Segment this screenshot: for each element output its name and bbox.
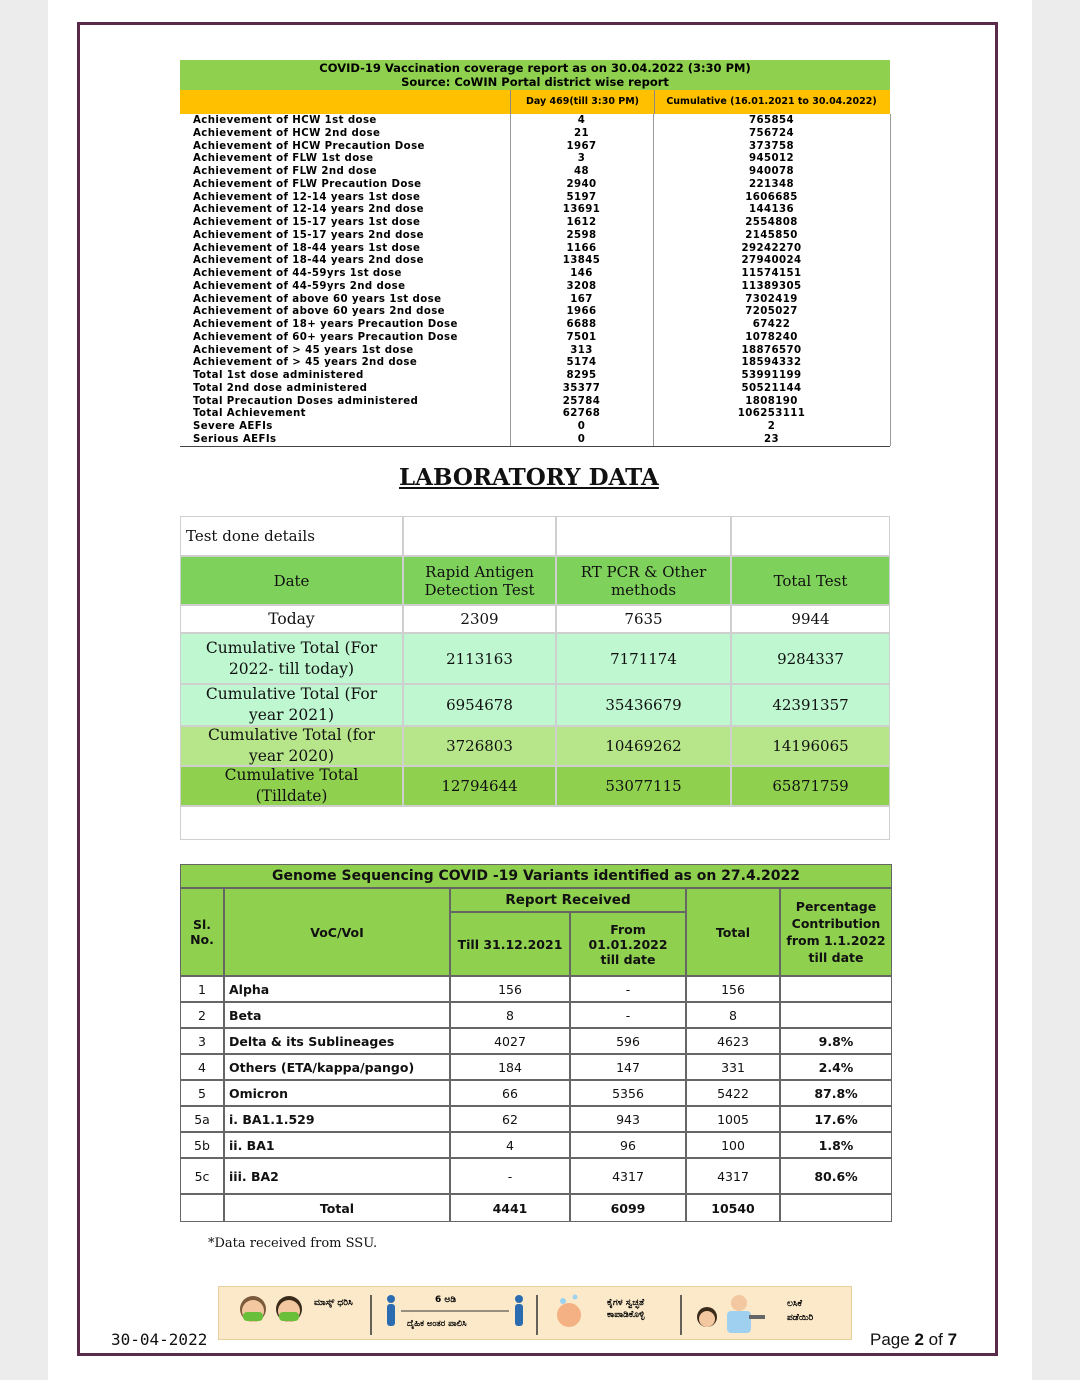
row-day-value: 48 <box>574 166 589 177</box>
row-label: Achievement of FLW 1st dose <box>193 153 374 165</box>
header-report-received: Report Received <box>450 888 686 912</box>
row-label: Total Achievement <box>193 408 306 420</box>
row-pct: 9.8% <box>780 1028 892 1054</box>
row-sl-no: 1 <box>180 976 224 1002</box>
vaccination-row <box>180 396 890 409</box>
lab-row-rtpcr: 7635 <box>556 605 731 633</box>
vaccination-row <box>180 243 890 256</box>
row-label: Total Precaution Doses administered <box>193 395 419 407</box>
row-variant: Others (ETA/kappa/pango) <box>224 1054 450 1080</box>
footnote: *Data received from SSU. <box>208 1236 378 1251</box>
row-day-value: 6688 <box>566 319 597 330</box>
row-label: Achievement of HCW 1st dose <box>193 115 377 126</box>
header-percentage: Percentage Contribution from 1.1.2022 till date <box>780 888 892 976</box>
row-day-value: 21 <box>574 127 589 139</box>
total-till: 4441 <box>450 1194 570 1222</box>
row-from: 4317 <box>570 1158 686 1194</box>
row-total: 156 <box>686 976 780 1002</box>
row-cumulative-value: 2 <box>767 421 776 432</box>
vaccination-row <box>180 383 890 396</box>
row-from: - <box>570 976 686 1002</box>
col-divider <box>653 114 654 446</box>
vaccination-row <box>180 141 890 154</box>
row-sl-no: 5b <box>180 1132 224 1158</box>
vaccination-row <box>180 217 890 230</box>
lab-row-label: Cumulative Total (For 2022- till today) <box>180 633 403 684</box>
row-label: Achievement of 18-44 years 1st dose <box>193 242 421 254</box>
row-day-value: 167 <box>570 293 593 305</box>
lab-table <box>180 516 890 840</box>
row-variant: Alpha <box>224 976 450 1002</box>
footer-date: 30-04-2022 <box>111 1330 208 1349</box>
vaccination-row <box>180 255 890 268</box>
row-till: 4027 <box>450 1028 570 1054</box>
row-cumulative-value: 18876570 <box>741 344 802 356</box>
vaccination-row <box>180 294 890 307</box>
banner-distance-value: 6 ಅಡಿ <box>435 1295 456 1305</box>
vaccination-row <box>180 370 890 383</box>
banner-distance-text: ದೈಹಿಕ ಅಂತರ ಪಾಲಿಸಿ <box>407 1319 467 1329</box>
mask-people-icon <box>240 1296 302 1322</box>
lab-header-total: Total Test <box>731 556 890 605</box>
vaccination-row <box>180 192 890 205</box>
row-cumulative-value: 765854 <box>749 115 794 126</box>
lab-row-rat: 2309 <box>403 605 556 633</box>
row-day-value: 7501 <box>566 331 597 343</box>
lab-caption: Test done details <box>180 516 403 556</box>
row-sl-no: 5 <box>180 1080 224 1106</box>
header-sl-no: Sl. No. <box>180 888 224 976</box>
lab-row-rat: 2113163 <box>403 633 556 684</box>
row-label: Achievement of > 45 years 1st dose <box>193 344 414 356</box>
row-from: 596 <box>570 1028 686 1054</box>
total-from: 6099 <box>570 1194 686 1222</box>
header-till: Till 31.12.2021 <box>450 912 570 976</box>
vaccination-row <box>180 281 890 294</box>
row-cumulative-value: 1078240 <box>745 331 798 343</box>
page-number <box>870 1330 957 1350</box>
row-cumulative-value: 2145850 <box>745 229 798 241</box>
lab-row-rat: 3726803 <box>403 726 556 766</box>
lab-row-total: 9284337 <box>731 633 890 684</box>
total-label: Total <box>224 1194 450 1222</box>
col-divider <box>510 114 511 446</box>
row-sl-no: 4 <box>180 1054 224 1080</box>
row-day-value: 3208 <box>566 280 597 292</box>
row-cumulative-value: 18594332 <box>741 357 802 369</box>
row-cumulative-value: 2554808 <box>745 217 798 228</box>
vaccination-row <box>180 153 890 166</box>
vaccination-subheader <box>180 90 890 114</box>
lab-row-total: 65871759 <box>731 766 890 806</box>
row-day-value: 5197 <box>566 191 597 203</box>
row-label: Achievement of HCW 2nd dose <box>193 127 381 139</box>
vaccination-row <box>180 332 890 345</box>
row-cumulative-value: 945012 <box>749 153 794 165</box>
genome-table <box>180 864 892 1222</box>
row-day-value: 13691 <box>562 204 601 216</box>
row-day-value: 146 <box>570 268 593 279</box>
row-cumulative-value: 1808190 <box>745 395 798 407</box>
row-sl-no: 5c <box>180 1158 224 1194</box>
banner-hand-text: ಕೈಗಳ ಸ್ವಚ್ಛತೆ ಕಾಪಾಡಿಕೊಳ್ಳಿ <box>607 1298 645 1320</box>
row-day-value: 1166 <box>566 242 597 254</box>
vaccination-row <box>180 408 890 421</box>
vaccination-row <box>180 179 890 192</box>
row-cumulative-value: 11389305 <box>741 280 802 292</box>
lab-row-label: Cumulative Total (for year 2020) <box>180 726 403 766</box>
lab-row-total: 42391357 <box>731 684 890 726</box>
vaccination-row <box>180 357 890 370</box>
row-pct: 2.4% <box>780 1054 892 1080</box>
header-voc: VoC/VoI <box>224 888 450 976</box>
row-label: Achievement of > 45 years 2nd dose <box>193 357 418 369</box>
row-cumulative-value: 67422 <box>752 319 791 330</box>
row-pct: 87.8% <box>780 1080 892 1106</box>
row-total: 331 <box>686 1054 780 1080</box>
row-day-value: 2940 <box>566 178 597 190</box>
row-sl-no: 5a <box>180 1106 224 1132</box>
row-label: Serious AEFIs <box>193 433 277 445</box>
row-day-value: 313 <box>570 344 593 356</box>
row-variant: Delta & its Sublineages <box>224 1028 450 1054</box>
row-till: 66 <box>450 1080 570 1106</box>
page-prefix: Page <box>870 1330 910 1349</box>
empty-row <box>180 806 890 840</box>
row-pct <box>780 1002 892 1028</box>
header-from: From 01.01.2022 till date <box>570 912 686 976</box>
row-label: Achievement of FLW 2nd dose <box>193 166 377 177</box>
vaccination-row <box>180 230 890 243</box>
row-till: 184 <box>450 1054 570 1080</box>
row-variant: i. BA1.1.529 <box>224 1106 450 1132</box>
hand-wash-icon <box>557 1295 581 1328</box>
empty-cell <box>403 516 556 556</box>
vaccination-table <box>180 114 890 447</box>
row-day-value: 8295 <box>566 370 597 381</box>
lab-row-rtpcr: 35436679 <box>556 684 731 726</box>
banner-vaccine-text: ಲಸಿಕೆ ಪಡೆಯಿರಿ <box>787 1299 814 1323</box>
total-sl <box>180 1194 224 1222</box>
row-total: 5422 <box>686 1080 780 1106</box>
lab-title: LABORATORY DATA <box>399 464 659 491</box>
lab-header-rtpcr: RT PCR & Other methods <box>556 556 731 605</box>
row-sl-no: 3 <box>180 1028 224 1054</box>
col-divider <box>890 114 891 446</box>
row-label: Total 2nd dose administered <box>193 382 368 394</box>
lab-row-total: 9944 <box>731 605 890 633</box>
row-cumulative-value: 106253111 <box>737 408 806 420</box>
lab-row-label: Today <box>180 605 403 633</box>
vaccination-row <box>180 345 890 358</box>
row-variant: Beta <box>224 1002 450 1028</box>
row-day-value: 1966 <box>566 306 597 318</box>
row-day-value: 3 <box>577 153 586 165</box>
lab-row-rtpcr: 7171174 <box>556 633 731 684</box>
row-total: 100 <box>686 1132 780 1158</box>
row-label: Total 1st dose administered <box>193 370 364 381</box>
row-till: 4 <box>450 1132 570 1158</box>
row-from: 943 <box>570 1106 686 1132</box>
row-from: 5356 <box>570 1080 686 1106</box>
row-label: Achievement of 44-59yrs 2nd dose <box>193 280 406 292</box>
row-cumulative-value: 756724 <box>749 127 794 139</box>
row-label: Achievement of above 60 years 2nd dose <box>193 306 445 318</box>
vaccination-title: COVID-19 Vaccination coverage report as on 30.04.2022 (3:30 PM) <box>319 61 751 75</box>
lab-row-label: Cumulative Total (Tilldate) <box>180 766 403 806</box>
row-cumulative-value: 53991199 <box>741 370 802 381</box>
vaccination-row <box>180 268 890 281</box>
row-cumulative-value: 373758 <box>749 140 794 152</box>
row-cumulative-value: 7302419 <box>745 293 798 305</box>
row-pct: 1.8% <box>780 1132 892 1158</box>
row-label: Achievement of 18-44 years 2nd dose <box>193 255 424 267</box>
vaccination-source: Source: CoWIN Portal district wise report <box>401 75 669 89</box>
row-cumulative-value: 27940024 <box>741 255 802 267</box>
genome-title: Genome Sequencing COVID -19 Variants identified as on 27.4.2022 <box>180 864 892 888</box>
page-of: of <box>928 1330 943 1349</box>
current-page: 2 <box>914 1330 924 1349</box>
row-cumulative-value: 7205027 <box>745 306 798 318</box>
row-till: 156 <box>450 976 570 1002</box>
row-pct <box>780 976 892 1002</box>
col-cumulative-header: Cumulative (16.01.2021 to 30.04.2022) <box>666 96 877 107</box>
row-from: 147 <box>570 1054 686 1080</box>
lab-row-rat: 6954678 <box>403 684 556 726</box>
row-total: 4623 <box>686 1028 780 1054</box>
banner-graphics <box>219 1287 853 1341</box>
row-label: Achievement of 15-17 years 1st dose <box>193 217 421 228</box>
row-label: Achievement of above 60 years 1st dose <box>193 293 442 305</box>
total-pct <box>780 1194 892 1222</box>
row-label: Achievement of 15-17 years 2nd dose <box>193 229 424 241</box>
row-label: Achievement of 12-14 years 1st dose <box>193 191 421 203</box>
row-label: Achievement of FLW Precaution Dose <box>193 178 422 190</box>
row-day-value: 0 <box>577 433 586 445</box>
lab-header-date: Date <box>180 556 403 605</box>
vaccination-row <box>180 204 890 217</box>
row-day-value: 2598 <box>566 229 597 241</box>
row-cumulative-value: 221348 <box>749 178 794 190</box>
lab-header-rat: Rapid Antigen Detection Test <box>403 556 556 605</box>
row-total: 1005 <box>686 1106 780 1132</box>
row-day-value: 62768 <box>562 408 601 420</box>
row-pct: 80.6% <box>780 1158 892 1194</box>
vaccination-row <box>180 115 890 128</box>
lab-row-total: 14196065 <box>731 726 890 766</box>
row-day-value: 5174 <box>566 357 597 369</box>
lab-row-rtpcr: 10469262 <box>556 726 731 766</box>
total-pages: 7 <box>947 1330 958 1349</box>
vaccination-row <box>180 166 890 179</box>
row-label: Achievement of 18+ years Precaution Dose <box>193 319 458 330</box>
row-variant: Omicron <box>224 1080 450 1106</box>
row-day-value: 0 <box>577 421 586 432</box>
row-day-value: 25784 <box>562 395 601 407</box>
lab-row-label: Cumulative Total (For year 2021) <box>180 684 403 726</box>
row-day-value: 1612 <box>566 217 597 228</box>
vaccination-row <box>180 434 890 447</box>
vaccination-row <box>180 421 890 434</box>
vaccination-header <box>180 60 890 90</box>
row-total: 8 <box>686 1002 780 1028</box>
row-cumulative-value: 940078 <box>749 166 794 177</box>
row-from: 96 <box>570 1132 686 1158</box>
header-total: Total <box>686 888 780 976</box>
row-label: Severe AEFIs <box>193 421 273 432</box>
empty-cell <box>731 516 890 556</box>
row-sl-no: 2 <box>180 1002 224 1028</box>
row-day-value: 13845 <box>562 255 601 267</box>
col-day-header: Day 469(till 3:30 PM) <box>510 90 655 114</box>
empty-cell <box>556 516 731 556</box>
row-label: Achievement of 60+ years Precaution Dose <box>193 331 458 343</box>
vaccination-row <box>180 128 890 141</box>
row-day-value: 35377 <box>562 382 601 394</box>
lab-row-rat: 12794644 <box>403 766 556 806</box>
total-total: 10540 <box>686 1194 780 1222</box>
row-till: 62 <box>450 1106 570 1132</box>
row-cumulative-value: 1606685 <box>745 191 798 203</box>
row-label: Achievement of 44-59yrs 1st dose <box>193 268 402 279</box>
row-till: - <box>450 1158 570 1194</box>
banner-mask-text: ಮಾಸ್ಕ್ ಧರಿಸಿ <box>314 1298 353 1308</box>
row-variant: iii. BA2 <box>224 1158 450 1194</box>
row-cumulative-value: 144136 <box>749 204 794 216</box>
row-cumulative-value: 11574151 <box>741 268 802 279</box>
row-pct: 17.6% <box>780 1106 892 1132</box>
row-total: 4317 <box>686 1158 780 1194</box>
vaccine-icon <box>697 1295 765 1333</box>
row-variant: ii. BA1 <box>224 1132 450 1158</box>
row-cumulative-value: 29242270 <box>741 242 802 254</box>
row-cumulative-value: 23 <box>764 433 779 445</box>
vaccination-row <box>180 306 890 319</box>
covid-guidelines-banner <box>218 1286 852 1340</box>
row-day-value: 1967 <box>566 140 597 152</box>
row-day-value: 4 <box>577 115 586 126</box>
row-label: Achievement of HCW Precaution Dose <box>193 140 425 152</box>
row-label: Achievement of 12-14 years 2nd dose <box>193 204 424 216</box>
lab-row-rtpcr: 53077115 <box>556 766 731 806</box>
row-from: - <box>570 1002 686 1028</box>
row-cumulative-value: 50521144 <box>741 382 802 394</box>
vaccination-row <box>180 319 890 332</box>
row-till: 8 <box>450 1002 570 1028</box>
